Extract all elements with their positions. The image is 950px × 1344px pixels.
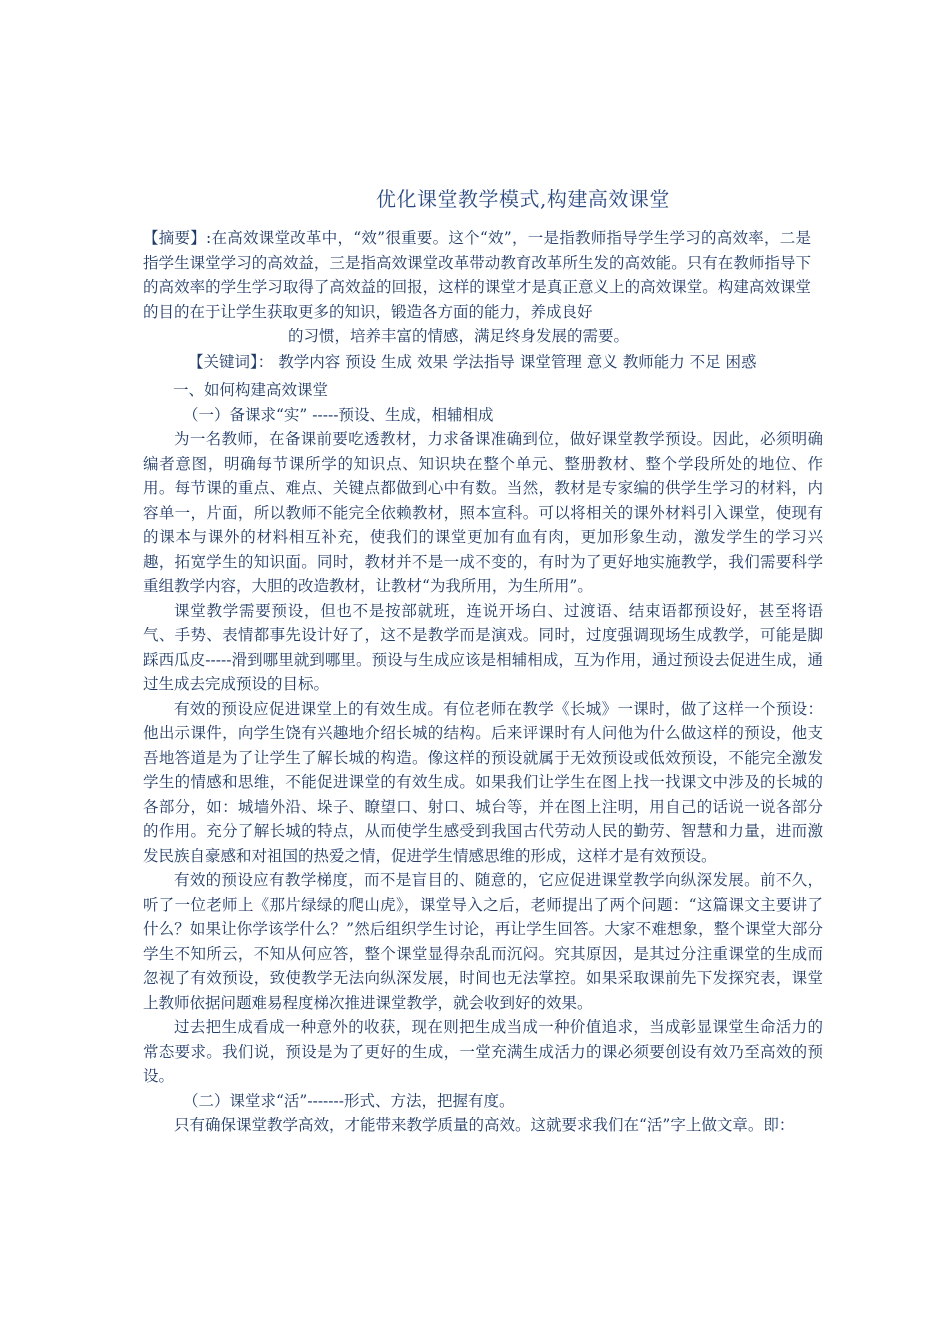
document-title: 优化课堂教学模式,构建高效课堂 <box>376 187 670 211</box>
abstract-text: 在高效课堂改革中，“效”很重要。这个“效”，一是指教师指导学生学习的高效率，二是指学生课堂学习的高效益，三是指高效课堂改革带动教育改革所生发的高效能。只有在教师指导下的高效率的学生学习取得了高效益的回报，这样的课堂才是真正意义上的高效课堂。构建高效课堂的目的在于让学生获取更多的知识，锻造各方面的能力，养成良好 <box>143 229 811 321</box>
paragraph-1: 为一名教师，在备课前要吃透教材，力求备课准确到位，做好课堂教学预设。因此，必须明确编者意图，明确每节课所学的知识点、知识块在整个单元、整册教材、整个学段所处的地位、作用。每节课的重点、难点、关键点都做到心中有数。当然，教材是专家编的供学生学习的材料，内容单一，片面，所以教师不能完全依赖教材，照本宣科。可以将相关的课外材料引入课堂，使现有的课本与课外的材料相互补充，使我们的课堂更加有血有肉，更加形象生动，激发学生的学习兴趣，拓宽学生的知识面。同时，教材并不是一成不变的，有时为了更好地实施教学，我们需要科学重组教学内容，大胆的改造教材，让教材“为我所用，为生所用”。 <box>143 430 823 595</box>
section-heading: 一、如何构建高效课堂 <box>173 381 329 399</box>
subsection-heading-2: （二）课堂求“活”-------形式、方法，把握有度。 <box>183 1091 515 1110</box>
paragraph-5: 过去把生成看成一种意外的收获，现在则把生成当成一种价值追求，当成彰显课堂生命活力的常态要求。我们说，预设是为了更好的生成，一堂充满生成活力的课必须要创设有效乃至高效的预设。 <box>143 1018 823 1085</box>
abstract-label: 【摘要】: <box>143 229 212 247</box>
paragraph-4: 有效的预设应有教学梯度，而不是盲目的、随意的，它应促进课堂教学向纵深发展。前不久，听了一位老师上《那片绿绿的爬山虎》，课堂导入之后，老师提出了两个问题：“这篇课文主要讲了什么？如果让你学该学什么？”然后组织学生讨论，再让学生回答。大家不难想象，整个课堂大部分学生不知所云，不知从何应答，整个课堂显得杂乱而沉闷。究其原因，是其过分注重课堂的生成而忽视了有效预设，致使教学无法向纵深发展，时间也无法掌控。如果采取课前先下发探究表，课堂上教师依据问题难易程度梯次推进课堂教学，就会收到好的效果。 <box>143 871 823 1012</box>
paragraph-6: 只有确保课堂教学高效，才能带来教学质量的高效。这就要求我们在“活”字上做文章。即： <box>174 1116 795 1134</box>
paragraph-2: 课堂教学需要预设，但也不是按部就班，连说开场白、过渡语、结束语都预设好，甚至将语气、手势、表情都事先设计好了，这不是教学而是演戏。同时，过度强调现场生成教学，可能是脚踩西瓜皮-----滑到哪里就到哪里。预设与生成应该是相辅相成，互为作用，通过预设去促进生成，通过生成去完成预设的目标。 <box>143 601 823 693</box>
abstract <box>143 226 811 324</box>
keywords-text: 教学内容 预设 生成 效果 学法指导 课堂管理 意义 教师能力 不足 困惑 <box>278 353 757 371</box>
keywords-label: 【关键词】： <box>188 353 274 371</box>
subsection-heading-1: （一）备课求“实” -----预设、生成，相辅相成 <box>183 405 494 424</box>
body-text <box>143 378 823 1138</box>
keywords <box>188 350 757 375</box>
paragraph-3: 有效的预设应促进课堂上的有效生成。有位老师在教学《长城》一课时，做了这样一个预设：他出示课件，向学生饶有兴趣地介绍长城的结构。后来评课时有人问他为什么做这样的预设，他支吾地答道是为了让学生了解长城的构造。像这样的预设就属于无效预设或低效预设，不能完全激发学生的情感和思维，不能促进课堂的有效生成。如果我们让学生在图上找一找课文中涉及的长城的各部分，如：城墙外沿、垛子、瞭望口、射口、城台等，并在图上注明，用自己的话说一说各部分的作用。充分了解长城的特点，从而使学生感受到我国古代劳动人民的勤劳、智慧和力量，进而激发民族自豪感和对祖国的热爱之情，促进学生情感思维的形成，这样才是有效预设。 <box>143 699 823 865</box>
abstract-last-line: 的习惯，培养丰富的情感，满足终身发展的需要。 <box>288 327 630 345</box>
